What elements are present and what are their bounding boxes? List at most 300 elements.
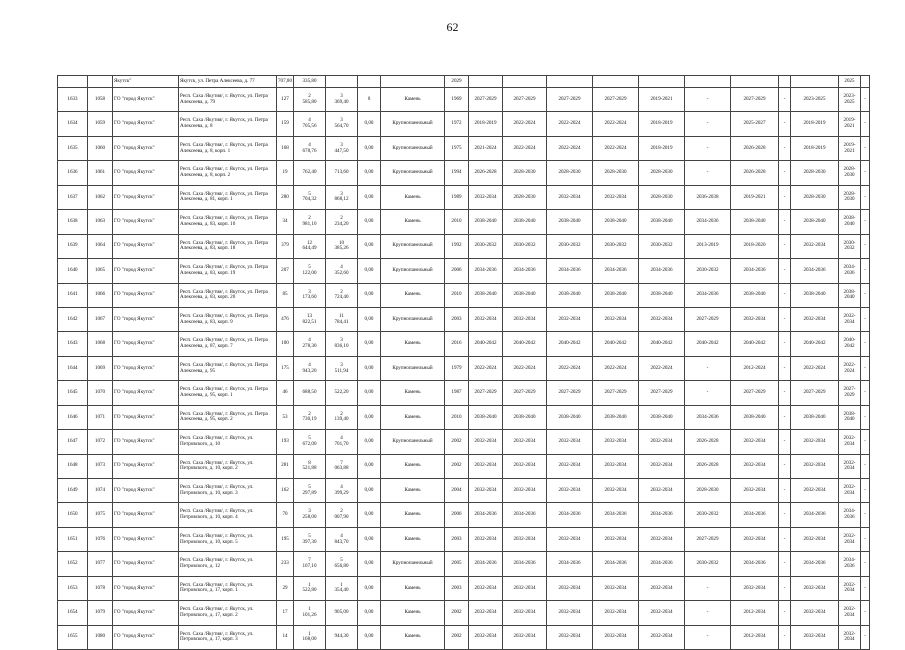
cell-period-heating: 2027-2029 bbox=[685, 307, 731, 331]
cell-period-basement: 2022-2024 bbox=[593, 112, 639, 136]
cell-address: Респ. Саха /Якутия/, г. Якутск, ул. Петра Алексеева, д. 8, корп. 1 bbox=[179, 136, 277, 160]
cell-period-water: 2038-2040 bbox=[731, 405, 779, 429]
cell-period-gas: - bbox=[779, 454, 791, 478]
cell-period-water: 2032-2034 bbox=[731, 430, 779, 454]
cell-period-gas: - bbox=[779, 283, 791, 307]
table-row bbox=[58, 601, 870, 625]
cell-period-electric: 2032-2034 bbox=[639, 625, 685, 649]
cell-living-area: 2 234,20 bbox=[326, 210, 358, 234]
table-row bbox=[58, 332, 870, 356]
cell-period-roof: 2021-2024 bbox=[469, 136, 503, 160]
cell-wear-percent: 0,00 bbox=[358, 430, 381, 454]
cell-row-number: 1643 bbox=[58, 332, 88, 356]
cell-period-heating: - bbox=[685, 136, 731, 160]
cell-living-area: 944,30 bbox=[326, 625, 358, 649]
cell-total-area: 1 522,80 bbox=[294, 576, 326, 600]
cell-living-area: 4 701,70 bbox=[326, 430, 358, 454]
cell-period-water: 2026-2028 bbox=[731, 161, 779, 185]
cell-house-id: 1061 bbox=[88, 161, 113, 185]
cell-period-basement: 2022-2024 bbox=[593, 136, 639, 160]
cell-row-number: 1635 bbox=[58, 136, 88, 160]
cell-period-sewer: 2032-2034 bbox=[791, 576, 839, 600]
cell-period-elevator: 2019-2021 bbox=[839, 112, 861, 136]
cell-period-water: 2038-2040 bbox=[731, 210, 779, 234]
table-row bbox=[58, 527, 870, 551]
cell-apartments-count: 19 bbox=[277, 161, 294, 185]
cell-period-other: - bbox=[861, 625, 870, 649]
cell-address: Якутск, ул. Петра Алексеева, д. 77 bbox=[179, 76, 277, 88]
cell-period-gas: - bbox=[779, 405, 791, 429]
cell-wear-percent: 0 bbox=[358, 88, 381, 112]
cell-living-area: 3 836,10 bbox=[326, 332, 358, 356]
cell-period-gas: - bbox=[779, 185, 791, 209]
cell-living-area: 2 724,40 bbox=[326, 283, 358, 307]
cell-period-foundation: 2028-2030 bbox=[547, 161, 593, 185]
cell-period-roof: 2032-2034 bbox=[469, 527, 503, 551]
cell-period-roof bbox=[469, 76, 503, 88]
cell-period-basement bbox=[593, 76, 639, 88]
cell-row-number: 1645 bbox=[58, 381, 88, 405]
cell-period-basement: 2034-2036 bbox=[593, 503, 639, 527]
cell-year-built: 1979 bbox=[445, 356, 469, 380]
cell-year-built: 1975 bbox=[445, 136, 469, 160]
cell-period-electric: 2028-2030 bbox=[639, 161, 685, 185]
cell-year-built: 1992 bbox=[445, 234, 469, 258]
cell-house-id: 1058 bbox=[88, 88, 113, 112]
table-row bbox=[58, 307, 870, 331]
cell-period-other: - bbox=[861, 576, 870, 600]
cell-period-basement: 2032-2034 bbox=[593, 576, 639, 600]
cell-wall-material: Крупнопанельный bbox=[381, 307, 445, 331]
cell-municipality: ГО "город Якутск" bbox=[113, 259, 179, 283]
cell-period-facade: 2022-2024 bbox=[503, 112, 547, 136]
cell-year-built: 1994 bbox=[445, 161, 469, 185]
cell-wall-material: Крупнопанельный bbox=[381, 552, 445, 576]
cell-municipality: ГО "город Якутск" bbox=[113, 381, 179, 405]
cell-period-gas: - bbox=[779, 479, 791, 503]
cell-period-water: 2032-2034 bbox=[731, 527, 779, 551]
cell-house-id: 1065 bbox=[88, 259, 113, 283]
cell-period-water bbox=[731, 76, 779, 88]
cell-period-elevator: 2032-2034 bbox=[839, 479, 861, 503]
cell-period-sewer: 2040-2042 bbox=[791, 332, 839, 356]
cell-period-roof: 2034-2036 bbox=[469, 503, 503, 527]
cell-period-other: - bbox=[861, 234, 870, 258]
cell-period-sewer: 2032-2034 bbox=[791, 307, 839, 331]
cell-period-water: 2025-2027 bbox=[731, 112, 779, 136]
cell-wall-material: Камень bbox=[381, 479, 445, 503]
cell-wall-material: Камень bbox=[381, 185, 445, 209]
cell-row-number: 1652 bbox=[58, 552, 88, 576]
cell-period-electric: 2038-2040 bbox=[639, 283, 685, 307]
cell-row-number: 1647 bbox=[58, 430, 88, 454]
table-row bbox=[58, 283, 870, 307]
cell-period-electric: 2019-2021 bbox=[639, 88, 685, 112]
cell-living-area: 713,60 bbox=[326, 161, 358, 185]
cell-period-elevator: 2040-2042 bbox=[839, 332, 861, 356]
cell-period-elevator: 2027-2029 bbox=[839, 381, 861, 405]
cell-wall-material: Камень bbox=[381, 527, 445, 551]
cell-living-area: 3 564,70 bbox=[326, 112, 358, 136]
cell-address: Респ. Саха /Якутия/, г. Якутск, ул. Петра Алексеева, д. 83, корп. 20 bbox=[179, 283, 277, 307]
cell-period-heating: 2030-2032 bbox=[685, 552, 731, 576]
cell-year-built: 2010 bbox=[445, 283, 469, 307]
cell-period-water: 2012-2024 bbox=[731, 356, 779, 380]
cell-period-facade: 2034-2036 bbox=[503, 552, 547, 576]
cell-year-built: 2029 bbox=[445, 76, 469, 88]
cell-wall-material: Камень bbox=[381, 283, 445, 307]
cell-wear-percent bbox=[358, 76, 381, 88]
cell-period-electric: 2030-2032 bbox=[639, 234, 685, 258]
cell-row-number: 1653 bbox=[58, 576, 88, 600]
cell-period-roof: 2040-2042 bbox=[469, 332, 503, 356]
cell-period-roof: 2032-2034 bbox=[469, 576, 503, 600]
cell-period-water: 2034-2036 bbox=[731, 552, 779, 576]
cell-year-built: 2003 bbox=[445, 527, 469, 551]
cell-wall-material: Крупнопанельный bbox=[381, 234, 445, 258]
cell-period-electric bbox=[639, 76, 685, 88]
cell-period-facade: 2032-2034 bbox=[503, 479, 547, 503]
table-row bbox=[58, 430, 870, 454]
cell-total-area: 762,40 bbox=[294, 161, 326, 185]
cell-period-electric: 2032-2034 bbox=[639, 527, 685, 551]
table-row bbox=[58, 381, 870, 405]
cell-period-sewer: 2038-2040 bbox=[791, 405, 839, 429]
cell-total-area: 13 822,51 bbox=[294, 307, 326, 331]
cell-period-roof: 2032-2034 bbox=[469, 307, 503, 331]
cell-house-id: 1070 bbox=[88, 381, 113, 405]
cell-period-other: - bbox=[861, 430, 870, 454]
cell-period-gas: - bbox=[779, 210, 791, 234]
cell-period-elevator: 2028-2030 bbox=[839, 161, 861, 185]
cell-wear-percent: 0,00 bbox=[358, 381, 381, 405]
cell-period-basement: 2038-2040 bbox=[593, 405, 639, 429]
cell-period-facade: 2034-2036 bbox=[503, 503, 547, 527]
cell-period-foundation: 2034-2036 bbox=[547, 552, 593, 576]
cell-address: Респ. Саха /Якутия/, г. Якутск, ул. Петровского, д. 10 bbox=[179, 430, 277, 454]
cell-year-built: 1972 bbox=[445, 112, 469, 136]
cell-period-roof: 2032-2034 bbox=[469, 601, 503, 625]
cell-wall-material: Камень bbox=[381, 405, 445, 429]
cell-apartments-count: 29 bbox=[277, 576, 294, 600]
cell-period-basement: 2038-2040 bbox=[593, 283, 639, 307]
cell-period-electric: 2034-2036 bbox=[639, 259, 685, 283]
cell-period-basement: 2027-2029 bbox=[593, 88, 639, 112]
cell-apartments-count: 100 bbox=[277, 332, 294, 356]
cell-period-sewer: 2032-2034 bbox=[791, 454, 839, 478]
cell-address: Респ. Саха /Якутия/, г. Якутск, ул. Петровского, д. 17, корп. 3 bbox=[179, 625, 277, 649]
cell-period-facade bbox=[503, 76, 547, 88]
cell-period-water: 2026-2028 bbox=[731, 136, 779, 160]
cell-row-number: 1648 bbox=[58, 454, 88, 478]
cell-house-id: 1062 bbox=[88, 185, 113, 209]
cell-year-built: 2002 bbox=[445, 625, 469, 649]
cell-period-elevator: 2030-2032 bbox=[839, 234, 861, 258]
cell-house-id: 1076 bbox=[88, 527, 113, 551]
cell-wear-percent: 0,00 bbox=[358, 552, 381, 576]
cell-period-elevator: 2019-2021 bbox=[839, 136, 861, 160]
cell-apartments-count: 34 bbox=[277, 210, 294, 234]
cell-house-id: 1064 bbox=[88, 234, 113, 258]
cell-period-basement: 2030-2032 bbox=[593, 234, 639, 258]
cell-address: Респ. Саха /Якутия/, г. Якутск, ул. Петровского, д. 10, корп. 3 bbox=[179, 479, 277, 503]
cell-period-roof: 2038-2040 bbox=[469, 283, 503, 307]
cell-period-water: 2040-2042 bbox=[731, 332, 779, 356]
cell-period-gas: - bbox=[779, 234, 791, 258]
cell-period-foundation: 2027-2029 bbox=[547, 88, 593, 112]
cell-total-area: 8 521,88 bbox=[294, 454, 326, 478]
cell-period-sewer: 2023-2025 bbox=[791, 88, 839, 112]
cell-period-water: 2018-2020 bbox=[731, 234, 779, 258]
cell-wear-percent: 0,00 bbox=[358, 332, 381, 356]
cell-year-built: 2004 bbox=[445, 479, 469, 503]
cell-period-electric: 2027-2029 bbox=[639, 381, 685, 405]
cell-period-gas: - bbox=[779, 527, 791, 551]
cell-year-built: 1969 bbox=[445, 88, 469, 112]
table-row bbox=[58, 88, 870, 112]
cell-period-facade: 2032-2034 bbox=[503, 601, 547, 625]
cell-period-electric: 2028-2030 bbox=[639, 185, 685, 209]
cell-total-area: 688,50 bbox=[294, 381, 326, 405]
cell-house-id: 1078 bbox=[88, 576, 113, 600]
cell-row-number: 1637 bbox=[58, 185, 88, 209]
cell-year-built: 1987 bbox=[445, 381, 469, 405]
cell-period-heating: 2040-2042 bbox=[685, 332, 731, 356]
cell-period-elevator: 2028-2030 bbox=[839, 185, 861, 209]
cell-row-number: 1649 bbox=[58, 479, 88, 503]
table-row bbox=[58, 503, 870, 527]
cell-house-id: 1079 bbox=[88, 601, 113, 625]
cell-living-area: 3 369,40 bbox=[326, 88, 358, 112]
table-row bbox=[58, 161, 870, 185]
cell-living-area: 10 385,26 bbox=[326, 234, 358, 258]
table-row bbox=[58, 454, 870, 478]
cell-apartments-count: 193 bbox=[277, 430, 294, 454]
cell-row-number: 1655 bbox=[58, 625, 88, 649]
cell-wall-material: Камень bbox=[381, 454, 445, 478]
cell-municipality: ГО "город Якутск" bbox=[113, 234, 179, 258]
cell-municipality: ГО "город Якутск" bbox=[113, 356, 179, 380]
cell-living-area: 4 843,70 bbox=[326, 527, 358, 551]
cell-period-basement: 2032-2034 bbox=[593, 307, 639, 331]
cell-total-area: 2 585,80 bbox=[294, 88, 326, 112]
cell-wall-material: Камень bbox=[381, 332, 445, 356]
cell-period-sewer: 2022-2024 bbox=[791, 356, 839, 380]
cell-period-roof: 2027-2029 bbox=[469, 381, 503, 405]
cell-house-id: 1071 bbox=[88, 405, 113, 429]
cell-living-area: 4 399,29 bbox=[326, 479, 358, 503]
cell-period-other: - bbox=[861, 259, 870, 283]
cell-municipality: ГО "город Якутск" bbox=[113, 283, 179, 307]
table-row bbox=[58, 210, 870, 234]
cell-period-roof: 2034-2036 bbox=[469, 259, 503, 283]
cell-period-elevator: 2032-2034 bbox=[839, 454, 861, 478]
cell-period-electric: 2034-2036 bbox=[639, 552, 685, 576]
table-row bbox=[58, 576, 870, 600]
cell-period-heating: - bbox=[685, 112, 731, 136]
cell-period-heating: - bbox=[685, 381, 731, 405]
cell-period-sewer: 2032-2034 bbox=[791, 234, 839, 258]
cell-period-sewer: 2034-2036 bbox=[791, 259, 839, 283]
cell-period-facade: 2038-2040 bbox=[503, 405, 547, 429]
cell-period-foundation: 2032-2034 bbox=[547, 185, 593, 209]
cell-period-elevator: 2022-2024 bbox=[839, 356, 861, 380]
cell-wear-percent: 0,00 bbox=[358, 405, 381, 429]
cell-period-roof: 2018-2019 bbox=[469, 112, 503, 136]
table-body bbox=[58, 76, 870, 650]
cell-period-sewer: 2028-2030 bbox=[791, 185, 839, 209]
cell-total-area: 7 107,10 bbox=[294, 552, 326, 576]
cell-address: Респ. Саха /Якутия/, г. Якутск, ул. Петровского, д. 10, корп. 2 bbox=[179, 454, 277, 478]
cell-address: Респ. Саха /Якутия/, г. Якутск, ул. Петра Алексеева, д. 79 bbox=[179, 88, 277, 112]
cell-municipality: ГО "город Якутск" bbox=[113, 112, 179, 136]
cell-period-heating bbox=[685, 76, 731, 88]
cell-period-basement: 2027-2029 bbox=[593, 381, 639, 405]
cell-living-area: 1 354,40 bbox=[326, 576, 358, 600]
cell-wear-percent: 0,00 bbox=[358, 307, 381, 331]
cell-period-foundation: 2038-2040 bbox=[547, 405, 593, 429]
cell-period-roof: 2027-2029 bbox=[469, 88, 503, 112]
cell-row-number: 1638 bbox=[58, 210, 88, 234]
cell-period-roof: 2038-2040 bbox=[469, 405, 503, 429]
cell-total-area: 5 704,32 bbox=[294, 185, 326, 209]
table-row bbox=[58, 625, 870, 649]
cell-period-other: - bbox=[861, 454, 870, 478]
cell-living-area: 905,00 bbox=[326, 601, 358, 625]
cell-wall-material bbox=[381, 76, 445, 88]
cell-period-foundation: 2022-2024 bbox=[547, 356, 593, 380]
cell-wear-percent: 0,00 bbox=[358, 479, 381, 503]
cell-apartments-count: 70 bbox=[277, 503, 294, 527]
cell-period-water: 2032-2034 bbox=[731, 576, 779, 600]
cell-period-basement: 2022-2024 bbox=[593, 356, 639, 380]
cell-period-gas: - bbox=[779, 552, 791, 576]
cell-year-built: 2006 bbox=[445, 503, 469, 527]
cell-period-electric: 2040-2042 bbox=[639, 332, 685, 356]
cell-period-electric: 2038-2040 bbox=[639, 405, 685, 429]
cell-year-built: 1989 bbox=[445, 185, 469, 209]
cell-wear-percent: 0,00 bbox=[358, 356, 381, 380]
cell-period-other: - bbox=[861, 381, 870, 405]
cell-period-facade: 2038-2040 bbox=[503, 283, 547, 307]
cell-period-electric: 2032-2034 bbox=[639, 601, 685, 625]
cell-period-electric: 2032-2034 bbox=[639, 430, 685, 454]
cell-period-roof: 2032-2034 bbox=[469, 625, 503, 649]
cell-house-id: 1080 bbox=[88, 625, 113, 649]
cell-wear-percent: 0,00 bbox=[358, 185, 381, 209]
cell-living-area: 3 868,12 bbox=[326, 185, 358, 209]
cell-period-other: - bbox=[861, 356, 870, 380]
cell-period-electric: 2022-2024 bbox=[639, 356, 685, 380]
cell-period-basement: 2038-2040 bbox=[593, 210, 639, 234]
cell-living-area: 2 007,90 bbox=[326, 503, 358, 527]
capital-repair-table bbox=[57, 75, 870, 650]
cell-total-area: 1 101,26 bbox=[294, 601, 326, 625]
cell-period-heating: - bbox=[685, 601, 731, 625]
cell-total-area: 5 397,30 bbox=[294, 527, 326, 551]
cell-address: Респ. Саха /Якутия/, г. Якутск, ул. Петра Алексеева, д. 83, корп. 9 bbox=[179, 307, 277, 331]
cell-period-water: 2019-2021 bbox=[731, 185, 779, 209]
cell-period-electric: 2034-2036 bbox=[639, 503, 685, 527]
cell-wall-material: Крупнопанельный bbox=[381, 356, 445, 380]
cell-wall-material: Камень bbox=[381, 210, 445, 234]
cell-period-other: - bbox=[861, 283, 870, 307]
cell-row-number: 1651 bbox=[58, 527, 88, 551]
cell-period-foundation: 2030-2032 bbox=[547, 234, 593, 258]
table-row bbox=[58, 234, 870, 258]
cell-period-basement: 2032-2034 bbox=[593, 454, 639, 478]
cell-period-water: 2034-2036 bbox=[731, 503, 779, 527]
cell-period-water: 2012-2034 bbox=[731, 625, 779, 649]
cell-row-number: 1650 bbox=[58, 503, 88, 527]
cell-house-id: 1063 bbox=[88, 210, 113, 234]
cell-house-id: 1073 bbox=[88, 454, 113, 478]
cell-row-number: 1636 bbox=[58, 161, 88, 185]
cell-wear-percent: 0,00 bbox=[358, 136, 381, 160]
cell-period-electric: 2018-2019 bbox=[639, 136, 685, 160]
cell-period-gas: - bbox=[779, 503, 791, 527]
cell-period-other: - bbox=[861, 161, 870, 185]
cell-period-elevator: 2034-2036 bbox=[839, 552, 861, 576]
cell-period-basement: 2032-2034 bbox=[593, 601, 639, 625]
cell-apartments-count: 14 bbox=[277, 625, 294, 649]
cell-municipality: ГО "город Якутск" bbox=[113, 307, 179, 331]
cell-total-area: 3 173,60 bbox=[294, 283, 326, 307]
cell-wear-percent: 0,00 bbox=[358, 601, 381, 625]
cell-wall-material: Камень bbox=[381, 601, 445, 625]
cell-period-elevator: 2034-2036 bbox=[839, 503, 861, 527]
cell-period-facade: 2034-2036 bbox=[503, 259, 547, 283]
cell-apartments-count: 476 bbox=[277, 307, 294, 331]
cell-period-electric: 2018-2019 bbox=[639, 112, 685, 136]
cell-living-area: 4 352,60 bbox=[326, 259, 358, 283]
cell-period-heating: 2036-2038 bbox=[685, 185, 731, 209]
cell-apartments-count: 168 bbox=[277, 136, 294, 160]
cell-apartments-count: 85 bbox=[277, 283, 294, 307]
cell-period-facade: 2028-2030 bbox=[503, 161, 547, 185]
cell-period-water: 2027-2029 bbox=[731, 88, 779, 112]
cell-period-electric: 2032-2034 bbox=[639, 307, 685, 331]
cell-municipality: ГО "город Якутск" bbox=[113, 454, 179, 478]
table-row bbox=[58, 552, 870, 576]
cell-period-elevator: 2038-2040 bbox=[839, 283, 861, 307]
cell-wear-percent: 0,00 bbox=[358, 112, 381, 136]
cell-apartments-count: 53 bbox=[277, 405, 294, 429]
cell-total-area: 12 644,49 bbox=[294, 234, 326, 258]
cell-period-sewer: 2028-2030 bbox=[791, 161, 839, 185]
cell-period-sewer: 2032-2034 bbox=[791, 527, 839, 551]
cell-address: Респ. Саха /Якутия/, г. Якутск, ул. Петровского, д. 10, корп. 4 bbox=[179, 503, 277, 527]
table-row bbox=[58, 136, 870, 160]
cell-house-id: 1066 bbox=[88, 283, 113, 307]
cell-period-roof: 2032-2034 bbox=[469, 454, 503, 478]
cell-address: Респ. Саха /Якутия/, г. Якутск, ул. Петра Алексеева, д. 83, корп. 18 bbox=[179, 234, 277, 258]
cell-apartments-count: 280 bbox=[277, 185, 294, 209]
cell-period-foundation: 2032-2034 bbox=[547, 454, 593, 478]
cell-period-roof: 2030-2032 bbox=[469, 234, 503, 258]
cell-row-number: 1644 bbox=[58, 356, 88, 380]
cell-period-heating: 2030-2032 bbox=[685, 259, 731, 283]
cell-period-foundation: 2034-2036 bbox=[547, 503, 593, 527]
cell-period-facade: 2027-2029 bbox=[503, 88, 547, 112]
cell-period-gas: - bbox=[779, 430, 791, 454]
cell-wear-percent: 0,00 bbox=[358, 454, 381, 478]
table-row bbox=[58, 76, 870, 88]
cell-year-built: 2016 bbox=[445, 332, 469, 356]
cell-apartments-count: 46 bbox=[277, 381, 294, 405]
cell-period-other: - bbox=[861, 601, 870, 625]
cell-period-elevator: 2023-2025 bbox=[839, 88, 861, 112]
